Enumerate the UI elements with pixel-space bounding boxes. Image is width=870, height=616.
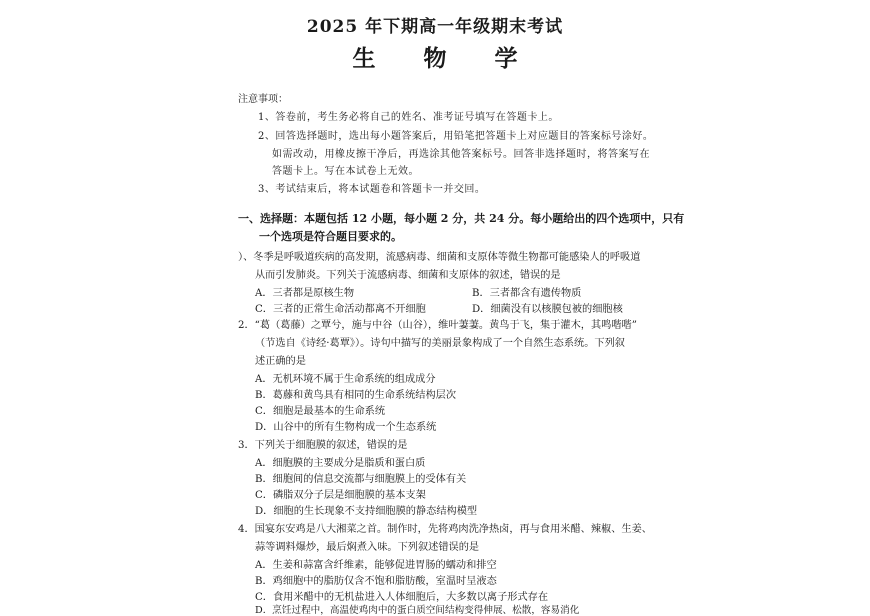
note-line: 3、考试结束后，将本试题卷和答题卡一并交回。 bbox=[258, 184, 486, 195]
question-2-stem: 2．“葛（葛藤）之覃兮，施与中谷（山谷），维叶萋萋。黄鸟于飞，集于灌木，其鸣喈喈” bbox=[238, 320, 637, 331]
question-3-option-a: A．细胞膜的主要成分是脂质和蛋白质 bbox=[255, 458, 426, 469]
question-4-stem: 蒜等调料爆炒，最后焖煮入味。下列叙述错误的是 bbox=[255, 542, 480, 553]
question-3-option-b: B．细胞间的信息交流都与细胞膜上的受体有关 bbox=[255, 474, 467, 485]
question-3-option-c: C．磷脂双分子层是细胞膜的基本支架 bbox=[255, 490, 426, 501]
question-1-option-d: D．细菌没有以核膜包被的细胞核 bbox=[472, 304, 623, 315]
question-2-option-c: C．细胞是最基本的生命系统 bbox=[255, 406, 386, 417]
question-2-option-a: A．无机环境不属于生命系统的组成成分 bbox=[255, 374, 436, 385]
subject-title: 生 物 学 bbox=[352, 45, 538, 72]
note-line: 2、回答选择题时，选出每小题答案后，用铅笔把答题卡上对应题目的答案标号涂好。 bbox=[258, 131, 654, 142]
question-1-option-c: C．三者的正常生命活动都离不开细胞 bbox=[255, 304, 426, 315]
question-1-option-b: B．三者都含有遗传物质 bbox=[472, 288, 582, 299]
section-heading: 一、选择题：本题包括 12 小题，每小题 2 分，共 24 分。每小题给出的四个选项中，只有 bbox=[238, 212, 685, 225]
note-line: 答题卡上。写在本试卷上无效。 bbox=[272, 166, 419, 177]
exam-title: 2025 年下期高一年级期末考试 bbox=[306, 17, 564, 37]
question-4-option-a: A．生姜和蒜富含纤维素，能够促进胃肠的蠕动和排空 bbox=[255, 560, 497, 571]
question-1-stem: ）、冬季是呼吸道疾病的高发期，流感病毒、细菌和支原体等微生物都可能感染人的呼吸道 bbox=[238, 252, 641, 263]
question-4-option-d: D．烹饪过程中，高温使鸡肉中的蛋白质空间结构变得伸展、松散，容易消化 bbox=[255, 605, 580, 616]
question-1-stem: 从而引发肺炎。下列关于流感病毒、细菌和支原体的叙述，错误的是 bbox=[255, 270, 561, 281]
note-line: 如需改动，用橡皮擦干净后，再选涂其他答案标号。回答非选择题时，将答案写在 bbox=[272, 149, 650, 160]
question-3-option-d: D．细胞的生长现象不支持细胞膜的静态结构模型 bbox=[255, 506, 478, 517]
question-2-option-d: D．山谷中的所有生物构成一个生态系统 bbox=[255, 422, 437, 433]
question-2-option-b: B．葛藤和黄鸟具有相同的生命系统结构层次 bbox=[255, 390, 457, 401]
note-line: 1、答卷前，考生务必将自己的姓名、准考证号填写在答题卡上。 bbox=[258, 112, 559, 123]
question-4-option-c: C．食用米醋中的无机盐进入人体细胞后，大多数以离子形式存在 bbox=[255, 592, 549, 603]
question-4-stem: 4．国宴东安鸡是八大湘菜之首。制作时，先将鸡肉洗净热卤，再与食用米醋、辣椒、生姜、 bbox=[238, 524, 652, 535]
question-3-stem: 3．下列关于细胞膜的叙述，错误的是 bbox=[238, 440, 408, 451]
question-1-option-a: A．三者都是原核生物 bbox=[255, 288, 355, 299]
question-2-stem: 述正确的是 bbox=[255, 356, 306, 367]
question-2-stem: （节选自《诗经·葛覃》）。诗句中描写的美丽景象构成了一个自然生态系统。下列叙 bbox=[255, 338, 625, 349]
section-heading-cont: 一个选项是符合题目要求的。 bbox=[259, 230, 402, 243]
question-4-option-b: B．鸡细胞中的脂肪仅含不饱和脂肪酸，室温时呈液态 bbox=[255, 576, 497, 587]
notes-heading: 注意事项： bbox=[238, 94, 288, 105]
